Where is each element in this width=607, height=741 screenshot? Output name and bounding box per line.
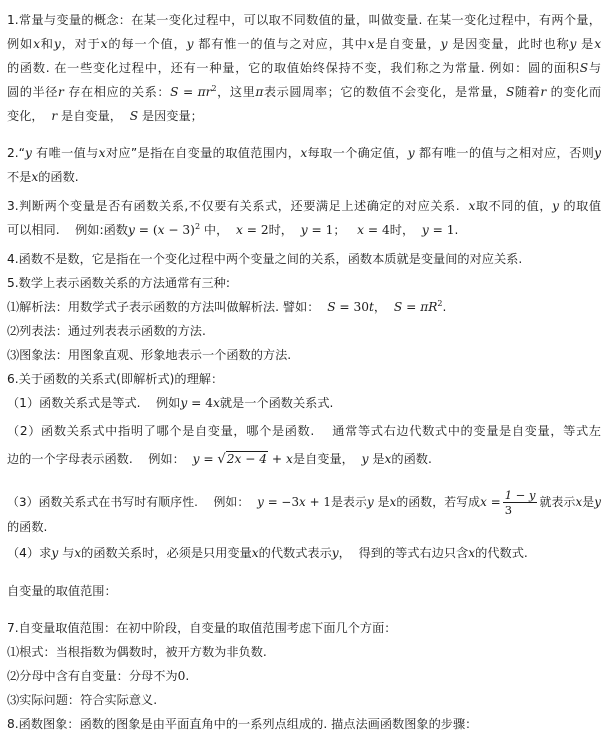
text-segment: 自变量的取值范围： <box>7 584 117 598</box>
math-expression: = <box>199 452 218 466</box>
text-line <box>7 488 601 517</box>
text-line <box>7 145 601 161</box>
text-segment: 是自变量， <box>292 452 362 466</box>
text-line <box>7 108 601 124</box>
text-segment: 的函数. <box>391 452 432 466</box>
text-segment: 是表示 <box>330 495 367 509</box>
text-segment: （2）函数关系式中指明了哪个是自变量，哪个是函数. 通常等式右边代数式中的变量是自变量，等式左 <box>7 424 601 438</box>
math-expression: x <box>299 495 306 509</box>
math-expression: y <box>192 452 200 466</box>
math-expression: t <box>369 300 374 314</box>
text-line <box>7 60 601 76</box>
text-line <box>7 583 601 599</box>
math-expression: S <box>327 300 336 314</box>
math-expression: x <box>300 146 308 160</box>
text-segment: ， 得到的等式右边只含 <box>338 546 469 560</box>
text-line <box>7 323 601 339</box>
text-segment: 存在相应的关系： <box>63 85 171 99</box>
math-expression: y <box>407 146 415 160</box>
text-segment: . <box>454 223 459 237</box>
math-expression: = 4 <box>364 223 390 237</box>
math-expression: S <box>505 85 515 99</box>
math-expression: y <box>24 146 32 160</box>
text-segment: . <box>442 300 447 314</box>
math-expression: y <box>552 199 559 213</box>
text-line <box>7 668 601 684</box>
text-segment: 取不同的值， <box>475 199 553 213</box>
math-expression: x <box>74 546 82 560</box>
math-expression: y <box>180 396 188 410</box>
text-segment: 例如 <box>7 37 34 51</box>
math-expression: x <box>468 546 476 560</box>
text-line <box>7 692 601 708</box>
text-segment: 3.判断两个变量是否有函数关系,不仅要有关系式，还要满足上述确定的对应关系. <box>7 199 469 213</box>
math-expression: − 3) <box>164 223 195 237</box>
math-expression: y <box>361 452 369 466</box>
math-expression: + 1 <box>305 495 331 509</box>
math-expression: = −3 <box>263 495 300 509</box>
math-expression: = ( <box>134 223 158 237</box>
text-line <box>7 299 601 317</box>
math-expression: = <box>178 85 198 99</box>
text-segment: 5.数学上表示函数关系的方法通常有三种: <box>7 276 230 290</box>
math-expression: y <box>257 495 264 509</box>
text-segment: 可以相同. 例如:函数 <box>7 223 128 237</box>
math-expression: x <box>367 37 375 51</box>
math-expression: r <box>51 109 58 123</box>
math-expression: x <box>384 452 392 466</box>
text-segment: 的代数式. <box>475 546 528 560</box>
text-segment: 的函数. 在一些变化过程中，还有一种量，它的取值始终保持不变，我们称之为常量. 例如：圆的面积 <box>7 61 580 75</box>
text-line <box>7 169 601 185</box>
math-expression: π <box>255 85 264 99</box>
text-segment: 是因变量； <box>138 109 203 123</box>
text-segment: 1.常量与变量的概念：在某一变化过程中，可以取不同数值的量，叫做变量. 在某一变化过程中，有两个量， <box>7 13 601 27</box>
text-line <box>7 251 601 267</box>
text-segment: ， <box>373 300 394 314</box>
radical-sign: √ <box>217 452 226 467</box>
text-line <box>7 36 601 52</box>
text-line <box>7 545 601 561</box>
text-line <box>7 275 601 291</box>
text-segment: 就是一个函数关系式. <box>219 396 334 410</box>
text-segment: 表示圆周率；它的数值不会变化，是常量， <box>263 85 506 99</box>
math-expression: x <box>100 37 108 51</box>
text-segment: 每取一个确定值， <box>307 146 408 160</box>
text-segment: 2.“ <box>7 146 25 160</box>
text-segment: 是因变量，此时也称 <box>447 37 570 51</box>
text-segment: 的函数关系时，必须是只用变量 <box>81 546 252 560</box>
math-expression: x <box>31 170 39 184</box>
text-segment: 与 <box>588 61 602 75</box>
text-segment: ； <box>333 223 358 237</box>
text-line <box>7 395 601 411</box>
text-segment: ⑵列表法：通过列表表示函数的方法. <box>7 324 206 338</box>
text-line <box>7 84 601 102</box>
text-line <box>7 519 601 535</box>
text-segment: 是 <box>582 495 595 509</box>
text-segment: 是 <box>373 495 390 509</box>
text-segment: 的函数，若写成 <box>396 495 481 509</box>
math-expression: y <box>421 223 429 237</box>
math-expression: x <box>575 495 583 509</box>
text-segment: ，对于 <box>60 37 101 51</box>
math-expression: x <box>157 223 165 237</box>
text-segment: 的变化而 <box>546 85 602 99</box>
math-expression: x <box>286 452 293 466</box>
math-expression: x <box>480 495 487 509</box>
math-expression: y <box>594 495 601 509</box>
math-expression: = 2 <box>242 223 269 237</box>
text-segment: 6.关于函数的关系式(即解析式)的理解： <box>7 372 224 386</box>
math-expression: y <box>331 546 339 560</box>
superscript: 2 <box>211 84 217 93</box>
text-segment: ⑶实际问题：符合实际意义. <box>7 693 158 707</box>
math-expression: x <box>594 37 602 51</box>
text-segment: 圆的半径 <box>7 85 58 99</box>
text-line <box>7 451 601 468</box>
math-expression: y <box>300 223 308 237</box>
text-line <box>7 12 601 28</box>
math-expression: y <box>53 37 61 51</box>
math-expression: = 1 <box>428 223 455 237</box>
math-expression: 0 <box>177 669 186 683</box>
text-segment: ⑵分母中含有自变量：分母不为 <box>7 669 178 683</box>
fraction <box>503 488 538 517</box>
math-expression: S <box>129 109 139 123</box>
math-expression: 2x − 4 <box>226 452 268 466</box>
text-segment: 都有惟一的值与之对应，其中 <box>193 37 368 51</box>
text-segment: ，这里 <box>216 85 256 99</box>
text-segment: 是 <box>368 452 385 466</box>
math-expression: = 30 <box>335 300 370 314</box>
math-expression: x <box>389 495 397 509</box>
math-expression: S <box>393 300 403 314</box>
text-segment: 的代数式表示 <box>258 546 332 560</box>
text-segment: ⑴解析法：用数学式子表示函数的方法叫做解析法. 譬如： <box>7 300 328 314</box>
text-segment: 是自变量， <box>374 37 441 51</box>
text-segment: 的函数. <box>38 170 79 184</box>
text-segment: ⑶图象法：用图象直观、形象地表示一个函数的方法. <box>7 348 292 362</box>
math-expression: x <box>33 37 40 51</box>
math-expression: y <box>367 495 374 509</box>
text-segment: （4）求 <box>7 546 52 560</box>
math-expression: y <box>569 37 577 51</box>
text-segment: 中， <box>200 223 237 237</box>
text-segment: 是自变量， <box>57 109 130 123</box>
math-expression: + <box>268 452 287 466</box>
superscript: 2 <box>194 222 201 231</box>
fraction-numerator: 1 − y <box>504 488 536 502</box>
text-segment: 都有唯一的值与之相对应，否则 <box>414 146 595 160</box>
text-line <box>7 620 601 636</box>
text-segment: 和 <box>39 37 54 51</box>
text-segment: 有唯一值与 <box>31 146 99 160</box>
superscript: 2 <box>437 299 443 308</box>
text-segment: 边的一个字母表示函数. 例如： <box>7 452 193 466</box>
text-segment: 不是 <box>7 170 32 184</box>
fraction-denominator: 3 <box>504 503 513 517</box>
math-expression: = <box>486 495 501 509</box>
math-expression: πr <box>197 85 212 99</box>
text-line <box>7 423 601 439</box>
text-line <box>7 644 601 660</box>
text-segment: 7.自变量取值范围：在初中阶段，自变量的取值范围考虑下面几个方面： <box>7 621 397 635</box>
math-expression: x <box>212 396 220 410</box>
math-expression: x <box>98 146 106 160</box>
text-segment: 的取值 <box>559 199 602 213</box>
text-line <box>7 371 601 387</box>
math-expression: y <box>440 37 448 51</box>
text-segment: 时， <box>268 223 301 237</box>
math-expression: S <box>170 85 179 99</box>
text-segment: （1）函数关系式是等式. 例如 <box>7 396 181 410</box>
text-segment: （3）函数关系式在书写时有顺序性. 例如： <box>7 495 258 509</box>
text-segment: 的每一个值， <box>107 37 187 51</box>
math-expression: x <box>236 223 243 237</box>
math-expression: y <box>51 546 59 560</box>
math-expression: x <box>251 546 259 560</box>
text-line <box>7 347 601 363</box>
text-segment: ⑴根式：当根指数为偶数时，被开方数为非负数. <box>7 645 267 659</box>
text-segment: 8.函数图象：函数的图象是由平面直角中的一系列点组成的. 描点法画函数图象的步骤： <box>7 717 478 731</box>
text-segment: 随着 <box>514 85 541 99</box>
math-expression: = <box>402 300 421 314</box>
text-line <box>7 198 601 214</box>
math-expression: = 1 <box>307 223 334 237</box>
text-segment: 与 <box>58 546 75 560</box>
math-expression: r <box>540 85 547 99</box>
text-segment: 变化， <box>7 109 52 123</box>
math-expression: πR <box>420 300 438 314</box>
text-line <box>7 716 601 732</box>
text-segment: 就表示 <box>539 495 576 509</box>
math-expression: S <box>579 61 589 75</box>
text-segment: 是 <box>576 37 595 51</box>
math-expression: y <box>186 37 194 51</box>
text-segment: 4.函数不是数，它是指在一个变化过程中两个变量之间的关系，函数本质就是变量间的对应关系. <box>7 252 523 266</box>
math-expression: x <box>468 199 476 213</box>
math-expression: = 4 <box>187 396 213 410</box>
math-expression: x <box>357 223 365 237</box>
math-expression: y <box>594 146 602 160</box>
math-expression: r <box>57 85 64 99</box>
text-segment: . <box>185 669 190 683</box>
text-segment: 时， <box>389 223 422 237</box>
math-expression: y <box>127 223 135 237</box>
text-line <box>7 222 601 240</box>
text-segment: 对应”是指在自变量的取值范围内， <box>105 146 301 160</box>
text-segment: 的函数. <box>7 520 48 534</box>
